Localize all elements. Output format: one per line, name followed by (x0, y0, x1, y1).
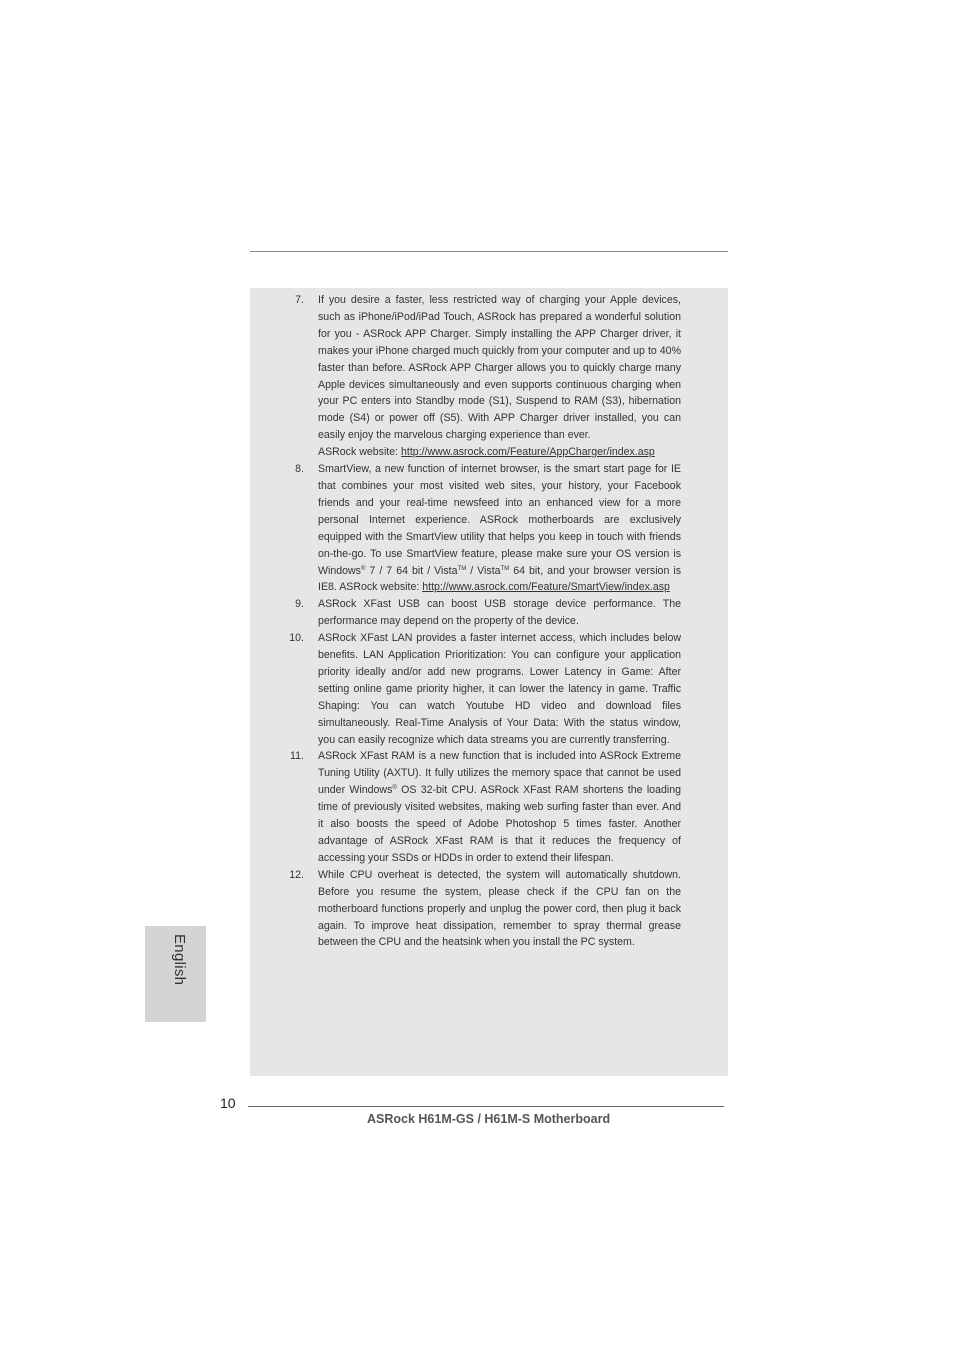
item-text: 7 / 7 64 bit / Vista (365, 564, 458, 577)
trademark-mark: TM (457, 565, 467, 572)
list-item-7 (250, 292, 728, 461)
list-item-11 (250, 748, 728, 866)
item-number: 11. (290, 750, 304, 763)
top-divider (250, 251, 728, 252)
item-number: 12. (289, 868, 304, 881)
item-text: OS 32-bit CPU. ASRock XFast RAM shortens the loading time of previously visited websites, making web surfing faster than ever. And it also boosts the speed of Adobe Photoshop 5 times faster. Another advantage of ASRock XFast RAM is that it reduces the frequency of accessing your SSDs or HDDs in order to extend their lifespan. (318, 784, 681, 864)
item-text: ASRock XFast LAN provides a faster internet access, which includes below benefits. LAN Application Prioritization: You can configure your application priority ideally and/or add new programs. Lower Latency in Game: After setting online game priority higher, it can lower the latency in game. Traffic Shaping: You can watch Youtube HD video and download files simultaneously. Real-Time Analysis of Your Data: With the status window, you can easily recognize which data streams you are currently transferring. (318, 632, 681, 746)
registered-mark: ® (360, 565, 366, 572)
item-number: 10. (289, 632, 304, 645)
list-item-9 (250, 596, 728, 630)
content-panel (250, 288, 728, 1076)
trademark-mark: TM (500, 565, 510, 572)
item-text: / Vista (466, 564, 501, 577)
smartview-link[interactable]: http://www.asrock.com/Feature/SmartView/index.asp (422, 581, 670, 594)
registered-mark: ® (392, 785, 397, 792)
item-number: 7. (295, 294, 304, 306)
language-tab (145, 926, 206, 1022)
item-number: 8. (295, 463, 304, 476)
item-text: 64 bit, and your browser version is IE8. ASRock website: (318, 564, 682, 594)
app-charger-link[interactable]: http://www.asrock.com/Feature/AppCharger/index.asp (401, 446, 655, 459)
footer-divider (248, 1106, 724, 1107)
website-label: ASRock website: (318, 446, 402, 459)
item-text: ASRock XFast USB can boost USB storage device performance. The performance may depend on the property of the device. (318, 598, 681, 628)
item-text: SmartView, a new function of internet browser, is the smart start page for IE that combines your most visited web sites, your history, your Facebook friends and your real-time newsfeed into an enhanced view for a more personal Internet experience. ASRock motherboards are exclusively equipped with the SmartView utility that helps you keep in touch with friends on-the-go. To use SmartView feature, please make sure your OS version is Windows (318, 463, 681, 577)
list-item-8 (250, 461, 728, 596)
item-text: ASRock XFast RAM is a new function that is included into ASRock Extreme Tuning Utility (AXTU). It fully utilizes the memory space that cannot be used under Windows (318, 750, 681, 797)
list-item-12 (250, 867, 728, 952)
list-item-10 (250, 630, 728, 748)
page-number: 10 (220, 1095, 236, 1111)
feature-list (250, 292, 728, 951)
item-number: 9. (295, 598, 304, 611)
language-label: English (171, 934, 188, 986)
footer-title: ASRock H61M-GS / H61M-S Motherboard (367, 1112, 611, 1126)
item-text: If you desire a faster, less restricted way of charging your Apple devices, such as iPhone/iPod/iPad Touch, ASRock has prepared a wonderful solution for you - ASRock APP Charger. Simply installing the APP Charger driver, it makes your iPhone charged much quickly from your computer and up to 40% faster than before. ASRock APP Charger allows you to quickly charge many Apple devices simultaneously and even supports continuous charging when your PC enters into Standby mode (S1), Suspend to RAM (S3), hibernation mode (S4) or power off (S5). With APP Charger driver installed, you can easily enjoy the marvelous charging experience than ever. (318, 294, 681, 442)
item-text: While CPU overheat is detected, the system will automatically shutdown. Before you resume the system, please check if the CPU fan on the motherboard functions properly and unplug the power cord, then plug it back again. To improve heat dissipation, remember to spray thermal grease between the CPU and the heatsink when you install the PC system. (318, 868, 681, 949)
